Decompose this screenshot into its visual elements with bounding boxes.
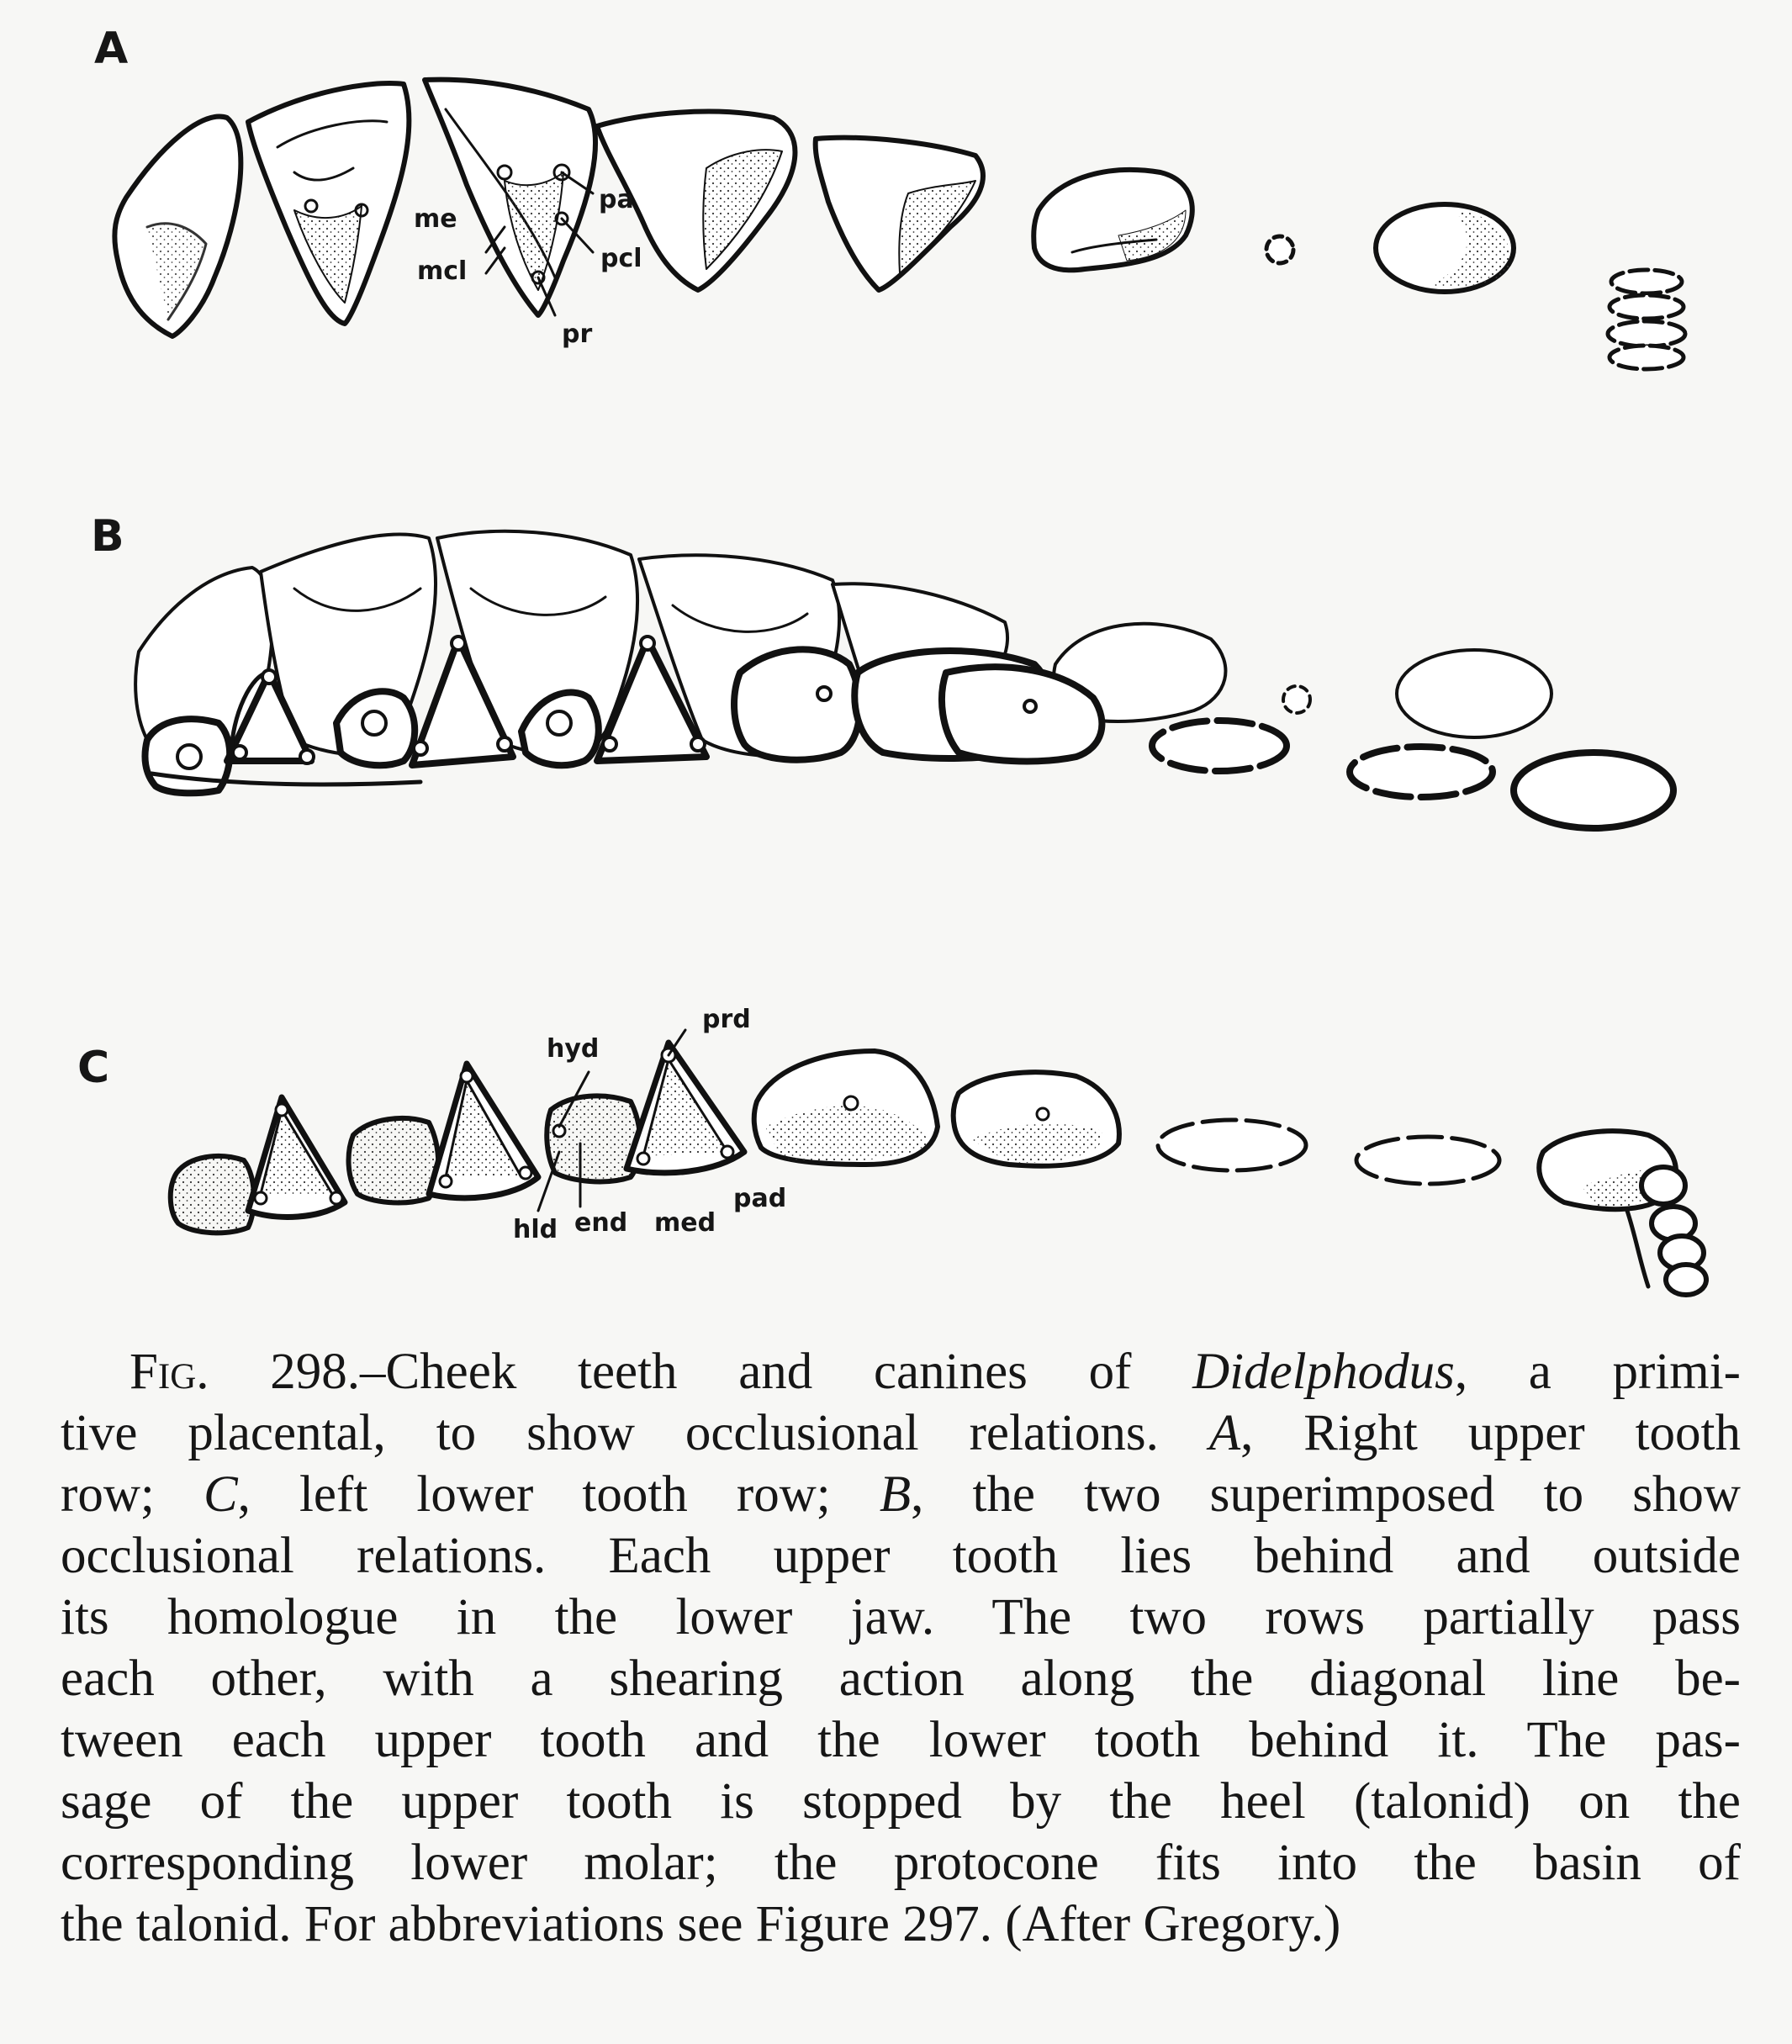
caption-line-6: each other, with a shearing action along the diagonal line be- xyxy=(61,1651,1741,1707)
caption-line-9: corresponding lower molar; the protocone fits into the basin of xyxy=(61,1835,1741,1891)
label-pad: pad xyxy=(733,1184,787,1213)
caption-line-1: Fig. 298.–Cheek teeth and canines of Didelphodus, a primi- xyxy=(130,1344,1741,1400)
upper-premolar-2 xyxy=(1033,170,1192,270)
panel-a-letter: A xyxy=(94,24,129,74)
label-end: end xyxy=(574,1208,628,1238)
upper-molar-2 xyxy=(248,83,409,324)
lower-premolar-3 xyxy=(954,1072,1119,1166)
upper-canine xyxy=(1376,204,1514,292)
upper-incisors xyxy=(1608,270,1685,369)
label-hld: hld xyxy=(513,1215,558,1244)
lower-premolar-1-alveolus xyxy=(1356,1137,1499,1184)
label-med: med xyxy=(654,1208,716,1238)
caption-line-10: the talonid. For abbreviations see Figure 297. (After Gregory.) xyxy=(61,1896,1341,1952)
label-hyd: hyd xyxy=(547,1034,600,1064)
upper-premolar-1-alveolus xyxy=(1266,236,1293,263)
caption-line-2: tive placental, to show occlusional relations. A, Right upper tooth xyxy=(61,1405,1741,1461)
upper-premolar-3 xyxy=(816,138,983,290)
label-pr: pr xyxy=(562,320,593,349)
lower-molar-3 xyxy=(171,1097,345,1233)
label-prd: prd xyxy=(702,1005,751,1034)
caption-fig-label: Fig. 298. xyxy=(130,1344,360,1400)
label-pa: pa xyxy=(599,185,634,214)
panel-c-lower-tooth-row xyxy=(171,1030,1706,1295)
label-pcl: pcl xyxy=(600,244,642,273)
lower-premolar-4 xyxy=(754,1051,938,1165)
label-me: me xyxy=(414,204,457,234)
genus-name: Didelphodus xyxy=(1192,1344,1455,1400)
label-mcl: mcl xyxy=(417,256,468,286)
caption-line-5: its homologue in the lower jaw. The two rows partially pass xyxy=(61,1589,1741,1645)
panel-b-letter: B xyxy=(91,511,124,562)
lower-canine-and-incisors xyxy=(1539,1131,1706,1295)
figure-caption xyxy=(61,1341,1741,1955)
upper-molar-3 xyxy=(114,117,241,336)
caption-line-8: sage of the upper tooth is stopped by the heel (talonid) on the xyxy=(61,1773,1741,1830)
lower-molar-2 xyxy=(349,1064,538,1202)
caption-line-7: tween each upper tooth and the lower tooth behind it. The pas- xyxy=(61,1712,1741,1768)
panel-a-upper-tooth-row xyxy=(114,80,1685,369)
panel-c-letter: C xyxy=(77,1043,110,1093)
caption-line-4: occlusional relations. Each upper tooth lies behind and outside xyxy=(61,1528,1741,1584)
caption-line-3: row; C, left lower tooth row; B, the two superimposed to show xyxy=(61,1466,1741,1523)
lower-premolar-2-alveolus xyxy=(1158,1120,1306,1170)
panel-b-superimposed-rows xyxy=(135,531,1673,828)
